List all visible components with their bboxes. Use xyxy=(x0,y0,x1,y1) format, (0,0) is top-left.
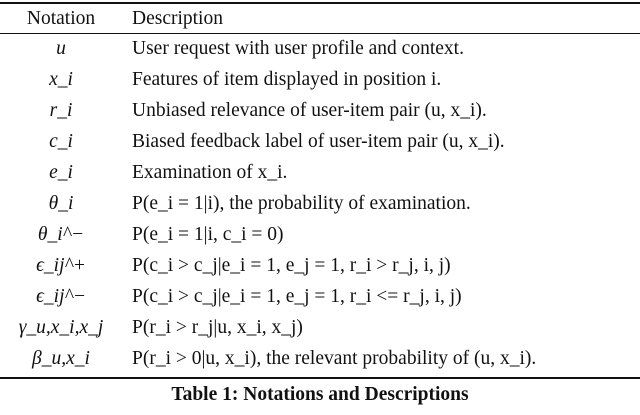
notation-cell: ϵ_ij^+ xyxy=(36,255,86,277)
notation-cell: γ_u,x_i,x_j xyxy=(18,317,104,339)
description-cell: User request with user profile and context. xyxy=(132,37,464,59)
description-cell: P(e_i = 1|i), the probability of examination. xyxy=(132,193,471,215)
header-description: Description xyxy=(132,7,223,29)
notation-cell: e_i xyxy=(49,161,73,183)
table-row xyxy=(0,157,640,188)
notation-cell: u xyxy=(56,37,66,59)
table-row xyxy=(0,64,640,95)
table-row xyxy=(0,344,640,375)
bottom-rule xyxy=(0,377,640,379)
notation-cell: r_i xyxy=(49,99,73,121)
table-row xyxy=(0,95,640,126)
header-row xyxy=(0,4,640,33)
notation-cell: ϵ_ij^− xyxy=(36,286,86,308)
table-caption: Table 1: Notations and Descriptions xyxy=(171,384,469,405)
notation-cell: c_i xyxy=(49,130,73,152)
notation-cell: θ_i xyxy=(48,193,74,215)
header-notation: Notation xyxy=(26,7,96,29)
table-row xyxy=(0,313,640,344)
description-cell: P(c_i > c_j|e_i = 1, e_j = 1, r_i > r_j, i, j) xyxy=(132,255,451,277)
notation-cell: x_i xyxy=(49,68,73,90)
table-body xyxy=(0,33,640,375)
table-row xyxy=(0,282,640,313)
table-row xyxy=(0,220,640,251)
description-cell: P(r_i > r_j|u, x_i, x_j) xyxy=(132,317,303,339)
description-cell: Unbiased relevance of user-item pair (u, x_i). xyxy=(132,99,487,121)
notation-cell: β_u,x_i xyxy=(32,348,90,370)
table-row xyxy=(0,251,640,282)
description-cell: Biased feedback label of user-item pair (u, x_i). xyxy=(132,130,505,152)
description-cell: P(c_i > c_j|e_i = 1, e_j = 1, r_i <= r_j, i, j) xyxy=(132,286,462,308)
description-cell: Examination of x_i. xyxy=(132,161,288,183)
notation-table xyxy=(0,4,640,375)
description-cell: P(r_i > 0|u, x_i), the relevant probability of (u, x_i). xyxy=(132,348,537,370)
description-cell: Features of item displayed in position i. xyxy=(132,68,442,90)
table-row xyxy=(0,188,640,219)
notation-cell: θ_i^− xyxy=(37,224,85,246)
table-row xyxy=(0,126,640,157)
table-row xyxy=(0,33,640,64)
description-cell: P(e_i = 1|i, c_i = 0) xyxy=(132,224,284,246)
